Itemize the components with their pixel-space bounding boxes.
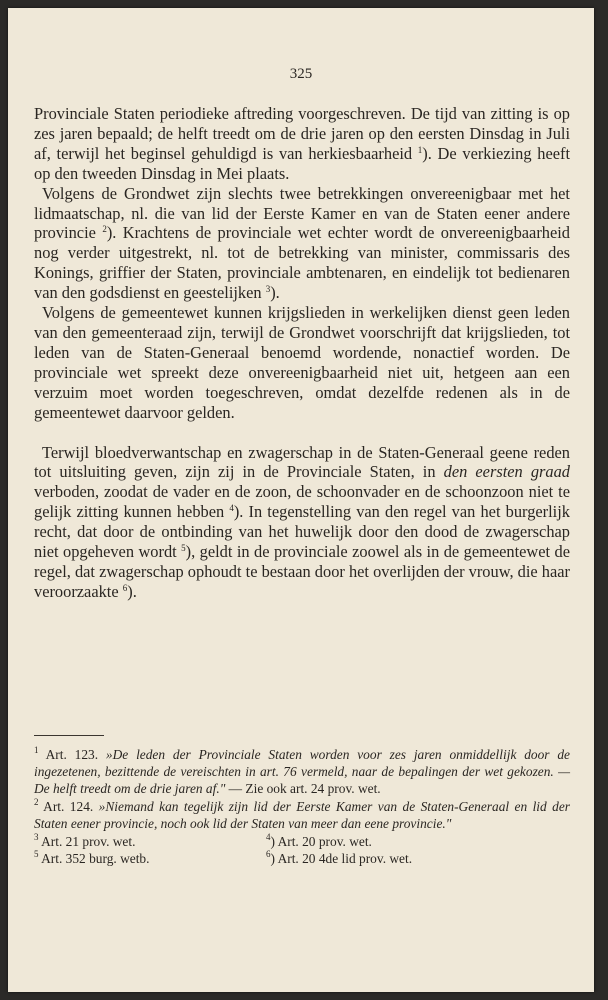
note-marker: 1 [417,144,423,155]
page-number: 325 [289,66,313,82]
text-run: Provinciale Staten periodieke aftreding voorgeschreven. De tijd van zitting is op zes jaren bepaald; de helft treedt om de drie jaren op den eersten Dinsdag in Juli af, terwijl het beginsel gehuldigd is van herkiesbaarheid [34,104,570,163]
note-marker: 4 [229,503,234,514]
paragraph-2 [34,184,570,303]
emphasis-text: den eersten graad [443,462,570,482]
paragraph-4 [34,443,570,602]
footnote-3: $^3$ Art. 21 prov. wet. [34,832,136,850]
paragraph-1 [34,104,570,184]
footnote-1: $^1$ Art. 123. »De leden der Provinciale Staten worden voor zes jaren onmiddellijk door de ingezetenen, bezittende de vereischten in art. 76 vermeld, naar de bepalingen der wet gekozen. — De helft treedt om de drie jaren af." — Zie ook art. 24 prov. wet. [34,745,570,797]
footnote-refs [34,833,570,867]
text-run: ), geldt in de provinciale zoowel als in de gemeentewet de regel, dat zwagerschap ophoudt te bestaan door het overlijden der vrouw, die haar veroorzaakte [34,542,570,601]
book-page [8,8,594,992]
text-run: Terwijl bloedverwantschap en zwagerschap in de Staten-Generaal geene reden tot uitsluiting geven, zijn zij in de Provinciale Staten, in [34,442,570,482]
note-marker: 6 [122,582,128,593]
footnote-5: $^5$ Art. 352 burg. wetb. [34,849,150,867]
footnote-divider [34,735,104,736]
text-run: ). [270,283,280,303]
footnote-6: $^6$) Art. 20 4de lid prov. wet. [266,849,413,867]
text-run: Volgens de gemeentewet kunnen krijgslieden in werkelijken dienst geen leden van den gemeenteraad zijn, terwijl de Grondwet voorschrijft dat krijgslieden, tot leden van de Staten-Generaal benoemd wordende, nonactief worden. De provinciale wet spreekt deze onvereenigbaarheid niet uit, hetgeen aan een verzuim moet worden toegeschreven, omdat dezelfde redenen als in de gemeentewet daarvoor gelden. [34,303,570,422]
text-run: Volgens de Grondwet zijn slechts twee betrekkingen onvereenigbaar met het lidmaatschap, nl. die van lid der Eerste Kamer en van de Staten eener andere provincie [34,183,570,243]
text-run: ). De verkiezing heeft op den tweeden Dinsdag in Mei plaats. [34,143,571,183]
text-run: verboden, zoodat de vader en de zoon, de schoonvader en de schoonzoon niet te gelijk zitting kunnen hebben [34,482,570,522]
footnote-2: $^2$ Art. 124. »Niemand kan tegelijk zijn lid der Eerste Kamer van de Staten-Generaal en lid der Staten eener provincie, noch ook lid der Staten van meer dan eene provincie." [34,796,570,831]
text-run: ). In tegenstelling van den regel van het burgerlijk recht, dat door de ontbinding van het huwelijk door den dood de zwagerschap niet opgeheven wordt [34,502,570,562]
note-marker: 2 [102,224,107,235]
footnotes [34,746,570,867]
text-run: ). [127,581,137,601]
note-marker: 3 [265,284,271,295]
footnote-4: $^4$) Art. 20 prov. wet. [266,832,372,850]
note-marker: 5 [181,543,186,554]
main-text [34,104,570,602]
text-run: ). Krachtens de provinciale wet echter wordt de onvereenigbaarheid nog verder uitgestrekt, nl. tot de betrekking van minister, commissaris des Konings, griffier der Staten, provinciale ambtenaren, en eindelijk tot bedienaren van den godsdienst en geestelijken [34,223,571,303]
paragraph-3 [34,303,570,422]
